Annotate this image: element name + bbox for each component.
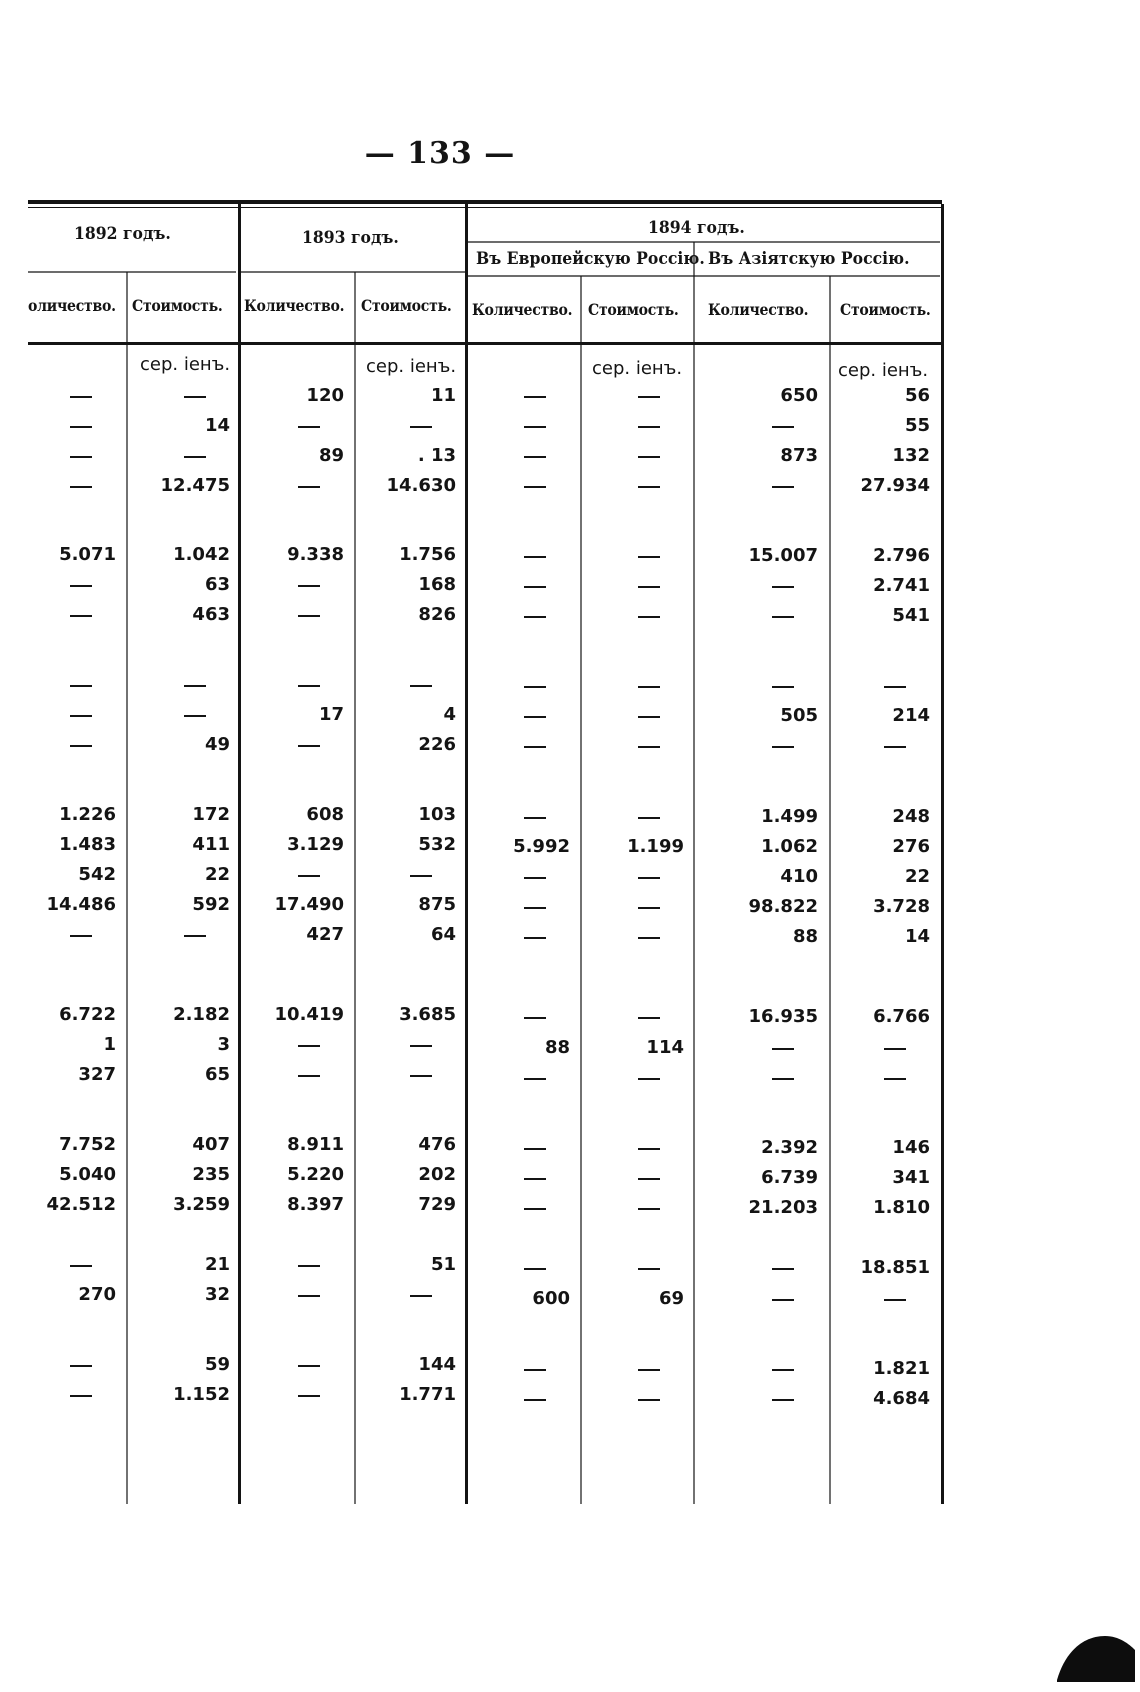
cell-value-1892: 59	[204, 1354, 230, 1375]
unit-label: сер. іенъ.	[592, 358, 683, 379]
empty-dash	[70, 615, 92, 617]
empty-dash	[70, 745, 92, 747]
empty-dash	[524, 1208, 546, 1210]
cell-value-asia-1894: 541	[892, 605, 930, 626]
cell-qty-1892: 327	[78, 1064, 116, 1085]
cell-value-asia-1894: 248	[892, 806, 930, 827]
cell-value-asia-1894: 27.934	[860, 475, 930, 496]
empty-dash	[524, 746, 546, 748]
cell-qty-1892: 42.512	[46, 1194, 116, 1215]
col-asia-quantity: Количество.	[708, 300, 809, 319]
empty-dash	[638, 1268, 660, 1270]
empty-dash	[524, 716, 546, 718]
empty-dash	[524, 686, 546, 688]
cell-qty-1893: 120	[306, 385, 344, 406]
empty-dash	[638, 616, 660, 618]
cell-value-1892: 12.475	[160, 475, 230, 496]
empty-dash	[70, 456, 92, 458]
cell-qty-1892: 5.040	[59, 1164, 116, 1185]
cell-qty-1892: 14.486	[46, 894, 116, 915]
cell-qty-1892: 542	[78, 864, 116, 885]
empty-dash	[772, 1399, 794, 1401]
empty-dash	[70, 426, 92, 428]
cell-value-asia-1894: 132	[892, 445, 930, 466]
col-eu-quantity: Количество.	[472, 300, 573, 319]
cell-value-1893: 144	[418, 1354, 456, 1375]
cell-value-1893: 14.630	[386, 475, 456, 496]
empty-dash	[524, 907, 546, 909]
empty-dash	[884, 1299, 906, 1301]
empty-dash	[524, 1268, 546, 1270]
col-1892-value: Стоимость.	[132, 296, 223, 315]
cell-qty-asia-1894: 505	[780, 705, 818, 726]
header-1894: 1894 годъ.	[648, 218, 745, 238]
empty-dash	[70, 1365, 92, 1367]
cell-value-eu-1894: 114	[646, 1037, 684, 1058]
cell-qty-1893: 10.419	[274, 1004, 344, 1025]
empty-dash	[524, 1178, 546, 1180]
empty-dash	[638, 426, 660, 428]
empty-dash	[638, 907, 660, 909]
cell-value-asia-1894: 56	[904, 385, 930, 406]
cell-value-1892: 407	[192, 1134, 230, 1155]
cell-qty-asia-1894: 410	[780, 866, 818, 887]
cell-qty-1893: 8.911	[287, 1134, 344, 1155]
empty-dash	[410, 426, 432, 428]
cell-value-asia-1894: 2.741	[873, 575, 930, 596]
cell-value-1892: 3	[217, 1034, 230, 1055]
empty-dash	[638, 746, 660, 748]
empty-dash	[70, 396, 92, 398]
unit-label: сер. іенъ.	[366, 356, 457, 377]
empty-dash	[638, 1369, 660, 1371]
empty-dash	[410, 1075, 432, 1077]
empty-dash	[298, 615, 320, 617]
empty-dash	[410, 1045, 432, 1047]
cell-qty-asia-1894: 88	[792, 926, 818, 947]
empty-dash	[524, 396, 546, 398]
empty-dash	[772, 1048, 794, 1050]
cell-value-1893: 826	[418, 604, 456, 625]
empty-dash	[772, 486, 794, 488]
cell-value-1893: 202	[418, 1164, 456, 1185]
cell-qty-1893: 89	[318, 445, 344, 466]
empty-dash	[298, 486, 320, 488]
cell-value-eu-1894: 1.199	[627, 836, 684, 857]
empty-dash	[772, 1078, 794, 1080]
empty-dash	[298, 1395, 320, 1397]
cell-value-1893: 103	[418, 804, 456, 825]
cell-qty-1893: 8.397	[287, 1194, 344, 1215]
cell-qty-eu-1894: 88	[544, 1037, 570, 1058]
cell-qty-1892: 1	[103, 1034, 116, 1055]
cell-value-1893: . 13	[417, 445, 456, 466]
header-asiatic-russia: Въ Азіятскую Россію.	[708, 249, 910, 269]
cell-value-1892: 1.042	[173, 544, 230, 565]
col-1892-quantity: оличество.	[28, 296, 116, 315]
cell-value-1892: 49	[204, 734, 230, 755]
empty-dash	[772, 616, 794, 618]
cell-value-1893: 532	[418, 834, 456, 855]
cell-value-1892: 21	[204, 1254, 230, 1275]
cell-qty-1892: 1.226	[59, 804, 116, 825]
empty-dash	[884, 686, 906, 688]
empty-dash	[772, 746, 794, 748]
cell-value-1892: 32	[204, 1284, 230, 1305]
cell-value-eu-1894: 69	[658, 1288, 684, 1309]
cell-value-1892: 3.259	[173, 1194, 230, 1215]
empty-dash	[638, 686, 660, 688]
cell-value-1893: 3.685	[399, 1004, 456, 1025]
empty-dash	[410, 875, 432, 877]
empty-dash	[70, 715, 92, 717]
empty-dash	[772, 586, 794, 588]
empty-dash	[772, 426, 794, 428]
cell-qty-asia-1894: 873	[780, 445, 818, 466]
empty-dash	[524, 817, 546, 819]
cell-qty-asia-1894: 6.739	[761, 1167, 818, 1188]
cell-value-1892: 463	[192, 604, 230, 625]
empty-dash	[298, 685, 320, 687]
empty-dash	[638, 1148, 660, 1150]
empty-dash	[298, 1295, 320, 1297]
empty-dash	[772, 1268, 794, 1270]
col-eu-value: Стоимость.	[588, 300, 679, 319]
cell-qty-1892: 6.722	[59, 1004, 116, 1025]
cell-value-asia-1894: 55	[904, 415, 930, 436]
cell-qty-asia-1894: 16.935	[748, 1006, 818, 1027]
empty-dash	[638, 1017, 660, 1019]
empty-dash	[524, 426, 546, 428]
empty-dash	[70, 486, 92, 488]
cell-value-1892: 63	[204, 574, 230, 595]
cell-qty-1892: 270	[78, 1284, 116, 1305]
empty-dash	[638, 456, 660, 458]
cell-value-asia-1894: 1.821	[873, 1358, 930, 1379]
empty-dash	[524, 877, 546, 879]
cell-qty-1893: 3.129	[287, 834, 344, 855]
empty-dash	[70, 1395, 92, 1397]
cell-value-1893: 51	[430, 1254, 456, 1275]
cell-value-1892: 411	[192, 834, 230, 855]
cell-value-asia-1894: 341	[892, 1167, 930, 1188]
unit-label: сер. іенъ.	[140, 354, 231, 375]
empty-dash	[884, 1048, 906, 1050]
cell-qty-asia-1894: 21.203	[748, 1197, 818, 1218]
cell-qty-1893: 17.490	[274, 894, 344, 915]
cell-value-1893: 1.756	[399, 544, 456, 565]
empty-dash	[772, 1299, 794, 1301]
cell-value-1892: 2.182	[173, 1004, 230, 1025]
empty-dash	[638, 1399, 660, 1401]
cell-value-asia-1894: 3.728	[873, 896, 930, 917]
empty-dash	[298, 1075, 320, 1077]
cell-value-asia-1894: 1.810	[873, 1197, 930, 1218]
empty-dash	[524, 586, 546, 588]
cell-value-asia-1894: 2.796	[873, 545, 930, 566]
cell-qty-asia-1894: 650	[780, 385, 818, 406]
cell-qty-asia-1894: 2.392	[761, 1137, 818, 1158]
cell-value-1892: 235	[192, 1164, 230, 1185]
empty-dash	[524, 616, 546, 618]
empty-dash	[524, 1369, 546, 1371]
cell-value-1893: 11	[430, 385, 456, 406]
header-1893: 1893 годъ.	[302, 228, 399, 248]
empty-dash	[298, 1045, 320, 1047]
cell-value-asia-1894: 214	[892, 705, 930, 726]
cell-value-1892: 65	[204, 1064, 230, 1085]
cell-value-1892: 14	[204, 415, 230, 436]
cell-value-1893: 168	[418, 574, 456, 595]
empty-dash	[772, 686, 794, 688]
empty-dash	[638, 817, 660, 819]
cell-qty-asia-1894: 1.062	[761, 836, 818, 857]
cell-value-1892: 1.152	[173, 1384, 230, 1405]
cell-value-1893: 875	[418, 894, 456, 915]
empty-dash	[298, 1365, 320, 1367]
empty-dash	[524, 486, 546, 488]
cell-value-1892: 22	[204, 864, 230, 885]
empty-dash	[298, 1265, 320, 1267]
ink-blot	[1055, 1622, 1135, 1682]
cell-value-1893: 1.771	[399, 1384, 456, 1405]
cell-value-asia-1894: 146	[892, 1137, 930, 1158]
empty-dash	[638, 586, 660, 588]
empty-dash	[184, 396, 206, 398]
page-number: — 133 —	[364, 136, 516, 171]
empty-dash	[524, 937, 546, 939]
empty-dash	[638, 396, 660, 398]
cell-value-1892: 172	[192, 804, 230, 825]
cell-qty-asia-1894: 98.822	[748, 896, 818, 917]
empty-dash	[298, 875, 320, 877]
empty-dash	[638, 1078, 660, 1080]
empty-dash	[298, 585, 320, 587]
empty-dash	[410, 685, 432, 687]
cell-value-1893: 476	[418, 1134, 456, 1155]
cell-qty-asia-1894: 1.499	[761, 806, 818, 827]
empty-dash	[524, 1017, 546, 1019]
col-1893-quantity: Количество.	[244, 296, 345, 315]
empty-dash	[524, 1148, 546, 1150]
empty-dash	[638, 1208, 660, 1210]
empty-dash	[638, 877, 660, 879]
empty-dash	[184, 935, 206, 937]
unit-label: сер. іенъ.	[838, 360, 929, 381]
empty-dash	[524, 1078, 546, 1080]
cell-value-1893: 64	[430, 924, 456, 945]
cell-value-asia-1894: 14	[904, 926, 930, 947]
empty-dash	[70, 685, 92, 687]
cell-value-1892: 592	[192, 894, 230, 915]
empty-dash	[884, 1078, 906, 1080]
empty-dash	[638, 556, 660, 558]
cell-qty-1893: 5.220	[287, 1164, 344, 1185]
cell-qty-1893: 17	[318, 704, 344, 725]
cell-qty-asia-1894: 15.007	[748, 545, 818, 566]
empty-dash	[638, 1178, 660, 1180]
header-1892: 1892 годъ.	[74, 224, 171, 244]
empty-dash	[524, 456, 546, 458]
empty-dash	[298, 426, 320, 428]
empty-dash	[298, 745, 320, 747]
empty-dash	[638, 937, 660, 939]
empty-dash	[884, 746, 906, 748]
cell-qty-1892: 1.483	[59, 834, 116, 855]
col-asia-value: Стоимость.	[840, 300, 931, 319]
cell-qty-1893: 9.338	[287, 544, 344, 565]
cell-qty-1892: 7.752	[59, 1134, 116, 1155]
cell-value-asia-1894: 22	[904, 866, 930, 887]
empty-dash	[70, 935, 92, 937]
empty-dash	[184, 715, 206, 717]
cell-qty-eu-1894: 600	[532, 1288, 570, 1309]
empty-dash	[410, 1295, 432, 1297]
empty-dash	[638, 716, 660, 718]
cell-qty-1893: 427	[306, 924, 344, 945]
col-1893-value: Стоимость.	[361, 296, 452, 315]
header-european-russia: Въ Европейскую Россію.	[476, 249, 705, 269]
empty-dash	[184, 685, 206, 687]
cell-qty-1893: 608	[306, 804, 344, 825]
empty-dash	[70, 585, 92, 587]
empty-dash	[772, 1369, 794, 1371]
cell-value-1893: 729	[418, 1194, 456, 1215]
empty-dash	[524, 556, 546, 558]
cell-value-asia-1894: 276	[892, 836, 930, 857]
empty-dash	[70, 1265, 92, 1267]
empty-dash	[184, 456, 206, 458]
cell-qty-eu-1894: 5.992	[513, 836, 570, 857]
empty-dash	[638, 486, 660, 488]
cell-value-1893: 226	[418, 734, 456, 755]
empty-dash	[524, 1399, 546, 1401]
cell-qty-1892: 5.071	[59, 544, 116, 565]
cell-value-asia-1894: 4.684	[873, 1388, 930, 1409]
cell-value-1893: 4	[443, 704, 456, 725]
cell-value-asia-1894: 6.766	[873, 1006, 930, 1027]
cell-value-asia-1894: 18.851	[860, 1257, 930, 1278]
